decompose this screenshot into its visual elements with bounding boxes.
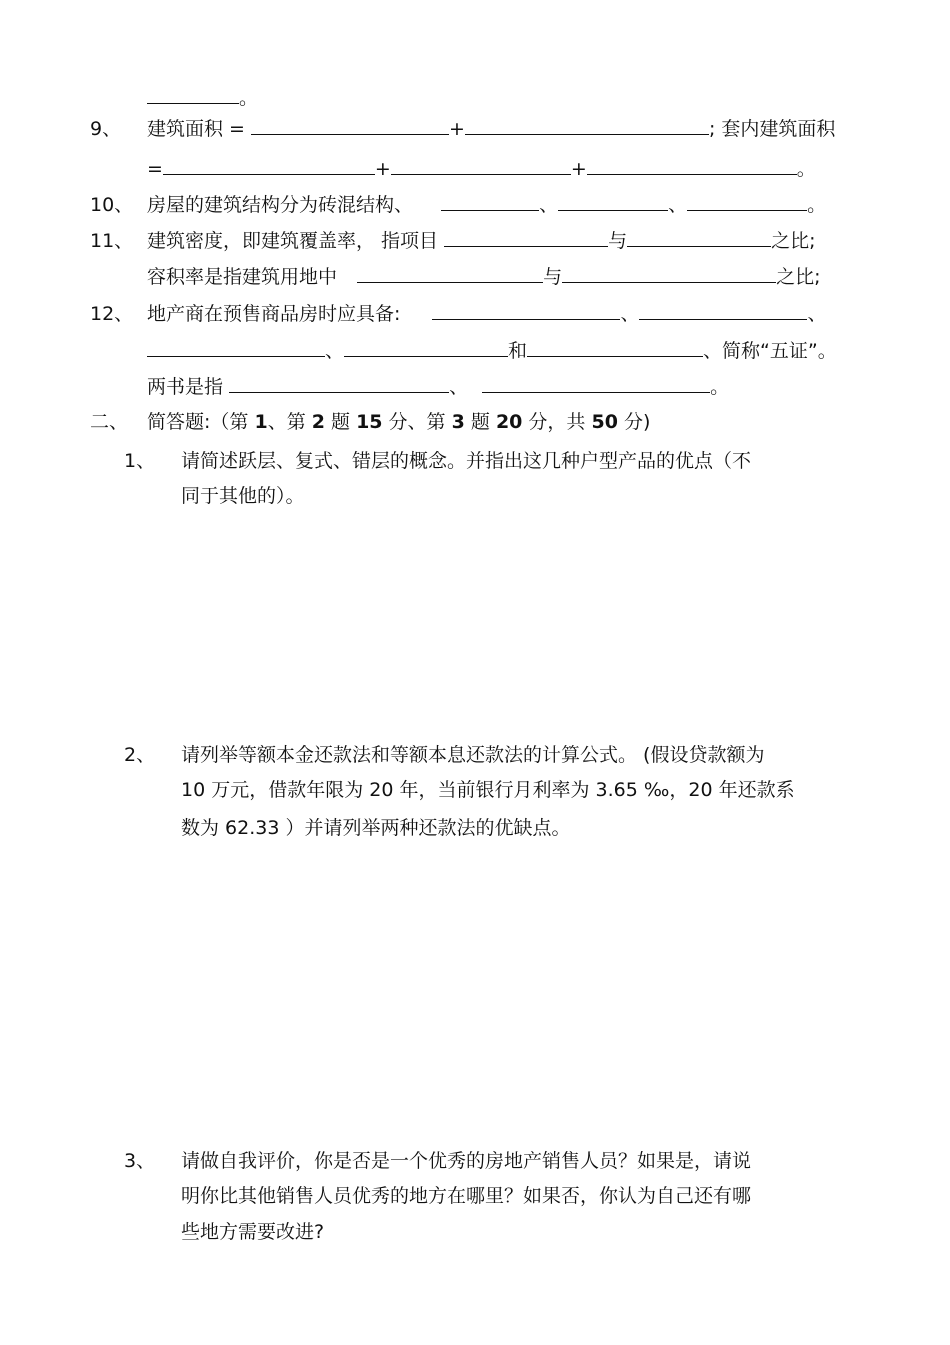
blank-field[interactable] [251,116,449,135]
question-11-line-1: 建筑密度，即建筑覆盖率， 指项目 与 之比; [147,230,816,252]
question-9-line-1: 建筑面积 = + ; 套内建筑面积 [147,118,836,140]
short-answer-2-line: 数为 62.33 ）并请列举两种还款法的优缺点。 [181,817,571,839]
short-answer-1-number: 1、 [124,450,156,472]
question-12-line-3: 两书是指 、 。 [147,376,730,398]
short-answer-2-number: 2、 [124,744,156,766]
short-answer-3-line: 些地方需要改进? [181,1221,325,1243]
blank-field[interactable] [147,85,239,104]
short-answer-3-line: 请做自我评价，你是否是一个优秀的房地产销售人员？如果是，请说 [181,1150,752,1172]
blank-field[interactable] [687,192,807,211]
question-11-line-2: 容积率是指建筑用地中 与 之比; [147,266,821,288]
short-answer-1-line: 请简述跃层、复式、错层的概念。并指出这几种户型产品的优点（不 [181,450,752,472]
question-10-number: 10、 [90,194,134,216]
blank-field[interactable] [558,192,668,211]
question-12-line-2: 、 和 、简称“五证”。 [147,338,837,364]
question-12-number: 12、 [90,303,134,325]
short-answer-3-line: 明你比其他销售人员优秀的地方在哪里？如果否，你认为自己还有哪 [181,1185,752,1207]
blank-field[interactable] [163,156,375,175]
short-answer-1-line: 同于其他的）。 [181,485,305,507]
blank-field[interactable] [229,374,449,393]
blank-field[interactable] [639,301,807,320]
blank-field[interactable] [344,338,508,357]
blank-field[interactable] [527,338,703,357]
question-12-line-1: 地产商在预售商品房时应具备: 、 、 [147,303,827,325]
blank-field[interactable] [587,156,797,175]
continued-blank-line: 。 [147,85,258,111]
blank-field[interactable] [444,228,608,247]
section-2-number: 二、 [90,411,129,433]
short-answer-3-number: 3、 [124,1150,156,1172]
question-9-line-2: = + + 。 [147,158,816,180]
section-2-heading: 简答题:（第 1、第 2 题 15 分、第 3 题 20 分，共 50 分) [147,411,651,433]
blank-field[interactable] [441,192,539,211]
blank-field[interactable] [391,156,571,175]
question-9-number: 9、 [90,118,122,140]
blank-field[interactable] [627,228,771,247]
blank-field[interactable] [147,338,325,357]
short-answer-2-line: 10 万元，借款年限为 20 年，当前银行月利率为 3.65 ‰，20 年还款系 [181,779,795,801]
blank-field[interactable] [482,374,710,393]
blank-field[interactable] [357,264,543,283]
question-11-number: 11、 [90,230,134,252]
short-answer-2-line: 请列举等额本金还款法和等额本息还款法的计算公式。 (假设贷款额为 [181,744,765,766]
blank-field[interactable] [562,264,776,283]
blank-field[interactable] [432,301,620,320]
blank-field[interactable] [465,116,709,135]
question-10-line: 房屋的建筑结构分为砖混结构、 、 、 。 [147,194,827,216]
